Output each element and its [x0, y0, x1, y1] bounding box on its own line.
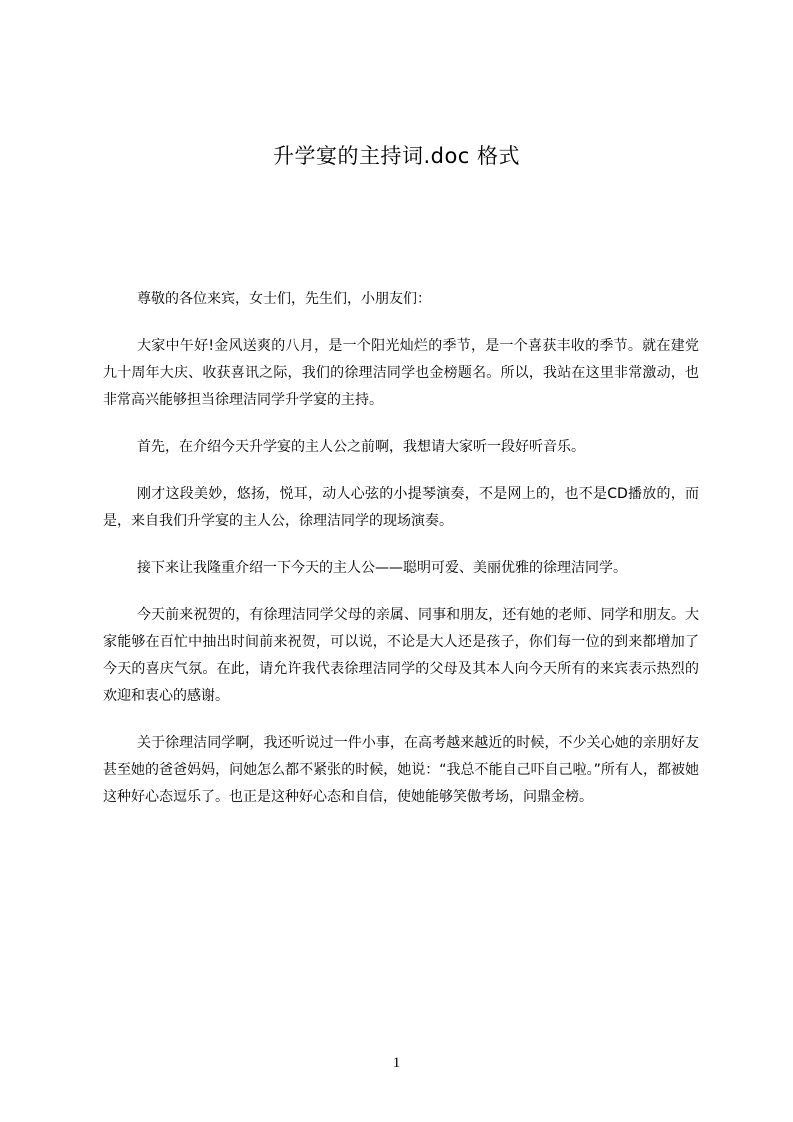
paragraph-introduce-student: 接下来让我隆重介绍一下今天的主人公——聪明可爱、美丽优雅的徐理洁同学。 [137, 560, 627, 576]
document-title: 升学宴的主持词.doc 格式 [272, 144, 521, 168]
paragraph-thanks-guests: 今天前来祝贺的，有徐理洁同学父母的亲属、同事和朋友，还有她的老师、同学和朋友。大家能够在百忙中抽出时间前来祝贺，可以说，不论是大人还是孩子，你们每一位的到来都增加了今天的喜庆气氛。在此，请允许我代表徐理洁同学的父母及其本人向今天所有的来宾表示热烈的欢迎和衷心的感谢。 [103, 607, 699, 704]
paragraph-anecdote: 关于徐理洁同学啊，我还听说过一件小事，在高考越来越近的时候，不少关心她的亲朋好友甚至她的爸爸妈妈，问她怎么都不紧张的时候，她说：“我总不能自己吓自己啦。”所有人，都被她这种好心态逗乐了。也正是这种好心态和自信，使她能够笑傲考场，问鼎金榜。 [103, 735, 699, 805]
document-body [103, 286, 699, 831]
page-number: 1 [392, 1055, 401, 1071]
paragraph-greeting: 尊敬的各位来宾，女士们，先生们，小朋友们： [137, 291, 431, 307]
paragraph-violin-performance: 刚才这段美妙，悠扬，悦耳，动人心弦的小提琴演奏，不是网上的，也不是CD播放的，而是，来自我们升学宴的主人公，徐理洁同学的现场演奏。 [103, 486, 699, 529]
paragraph-opening: 大家中午好!金风送爽的八月，是一个阳光灿烂的季节，是一个喜获丰收的季节。就在建党九十周年大庆、收获喜讯之际，我们的徐理洁同学也金榜题名。所以，我站在这里非常激动，也非常高兴能够担当徐理洁同学升学宴的主持。 [103, 338, 699, 408]
paragraph-music-intro: 首先，在介绍今天升学宴的主人公之前啊，我想请大家听一段好听音乐。 [137, 439, 585, 455]
